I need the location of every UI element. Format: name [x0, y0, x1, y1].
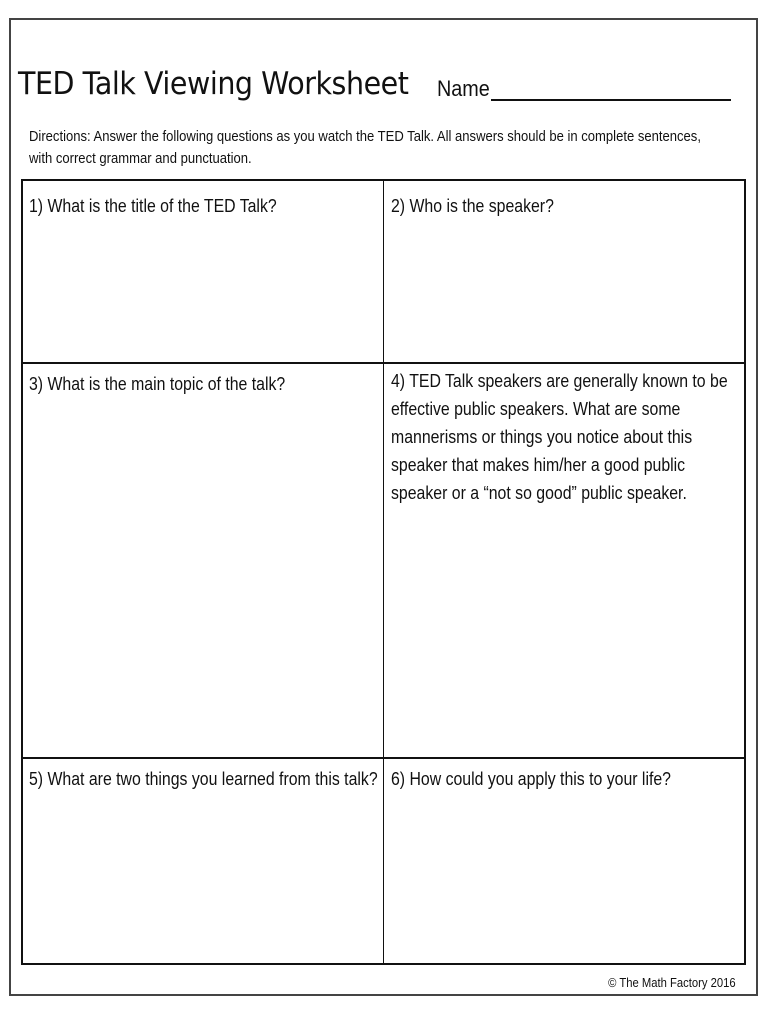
question-3: 3) What is the main topic of the talk?	[29, 374, 286, 394]
question-4: 4) TED Talk speakers are generally known to be effective public speakers. What are some mannerisms or things you notice about this speaker that makes him/her a good public speaker or a “not so good” public speaker.	[391, 371, 728, 503]
question-6: 6) How could you apply this to your life?	[391, 769, 671, 789]
copyright-footer: © The Math Factory 2016	[608, 976, 736, 990]
question-1: 1) What is the title of the TED Talk?	[29, 196, 277, 216]
question-2: 2) Who is the speaker?	[391, 196, 554, 216]
worksheet-title: TED Talk Viewing Worksheet	[18, 66, 409, 102]
grid-row-divider-2	[21, 757, 746, 759]
question-5: 5) What are two things you learned from this talk?	[29, 769, 378, 789]
directions-text: Directions: Answer the following questions as you watch the TED Talk. All answers should be in complete sentences, with correct grammar and punctuation.	[29, 129, 701, 167]
name-blank-line[interactable]	[491, 99, 731, 101]
grid-row-divider-1	[21, 362, 746, 364]
grid-vertical-divider	[383, 179, 384, 965]
name-label: Name	[437, 76, 490, 101]
